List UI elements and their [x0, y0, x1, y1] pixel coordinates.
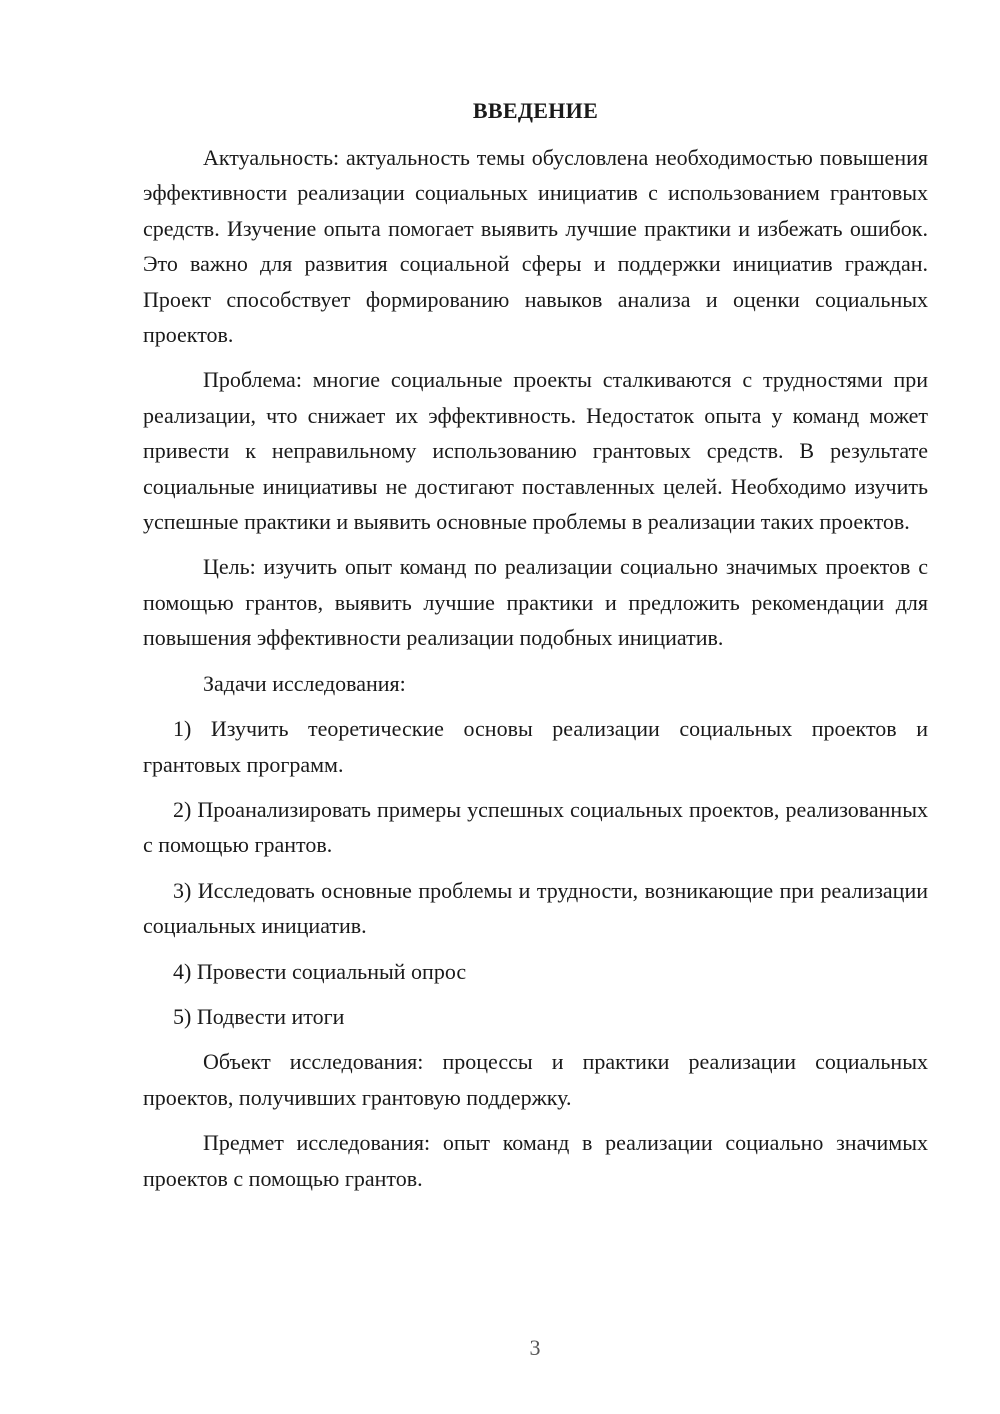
object-paragraph: Объект исследования: процессы и практики реализации социальных проектов, получивших грантовую поддержку.: [143, 1049, 928, 1110]
page-title: ВВЕДЕНИЕ: [472, 98, 599, 123]
page-number: 3: [529, 1335, 541, 1360]
list-item: 2) Проанализировать примеры успешных социальных проектов, реализованных с помощью грантов.: [143, 796, 928, 858]
tasks-list: [143, 711, 928, 1034]
goal-paragraph: Цель: изучить опыт команд по реализации социально значимых проектов с помощью грантов, выявить лучшие практики и предложить рекомендации для повышения эффективности реализации подобных инициатив.: [143, 554, 928, 651]
list-item: 5) Подвести итоги: [173, 1003, 345, 1029]
relevance-paragraph: Актуальность: актуальность темы обусловлена необходимостью повышения эффективности реализации социальных инициатив с использованием грантовых средств. Изучение опыта помогает выявить лучшие практики и избежать ошибок. Это важно для развития социальной сферы и поддержки инициатив граждан. Проект способствует формированию навыков анализа и оценки социальных проектов.: [143, 145, 928, 348]
subject-paragraph: Предмет исследования: опыт команд в реализации социально значимых проектов с помощью грантов.: [143, 1130, 928, 1191]
list-item: 3) Исследовать основные проблемы и трудности, возникающие при реализации социальных инициатив.: [143, 877, 928, 939]
tasks-heading: Задачи исследования:: [203, 670, 406, 696]
list-item: 4) Провести социальный опрос: [173, 958, 467, 984]
page-content: [143, 94, 928, 1206]
list-item: 1) Изучить теоретические основы реализации социальных проектов и грантовых программ.: [143, 716, 928, 777]
problem-paragraph: Проблема: многие социальные проекты сталкиваются с трудностями при реализации, что снижает их эффективность. Недостаток опыта у команд может привести к неправильному использованию грантовых средств. В результате социальные инициативы не достигают поставленных целей. Необходимо изучить успешные практики и выявить основные проблемы в реализации таких проектов.: [143, 367, 928, 535]
